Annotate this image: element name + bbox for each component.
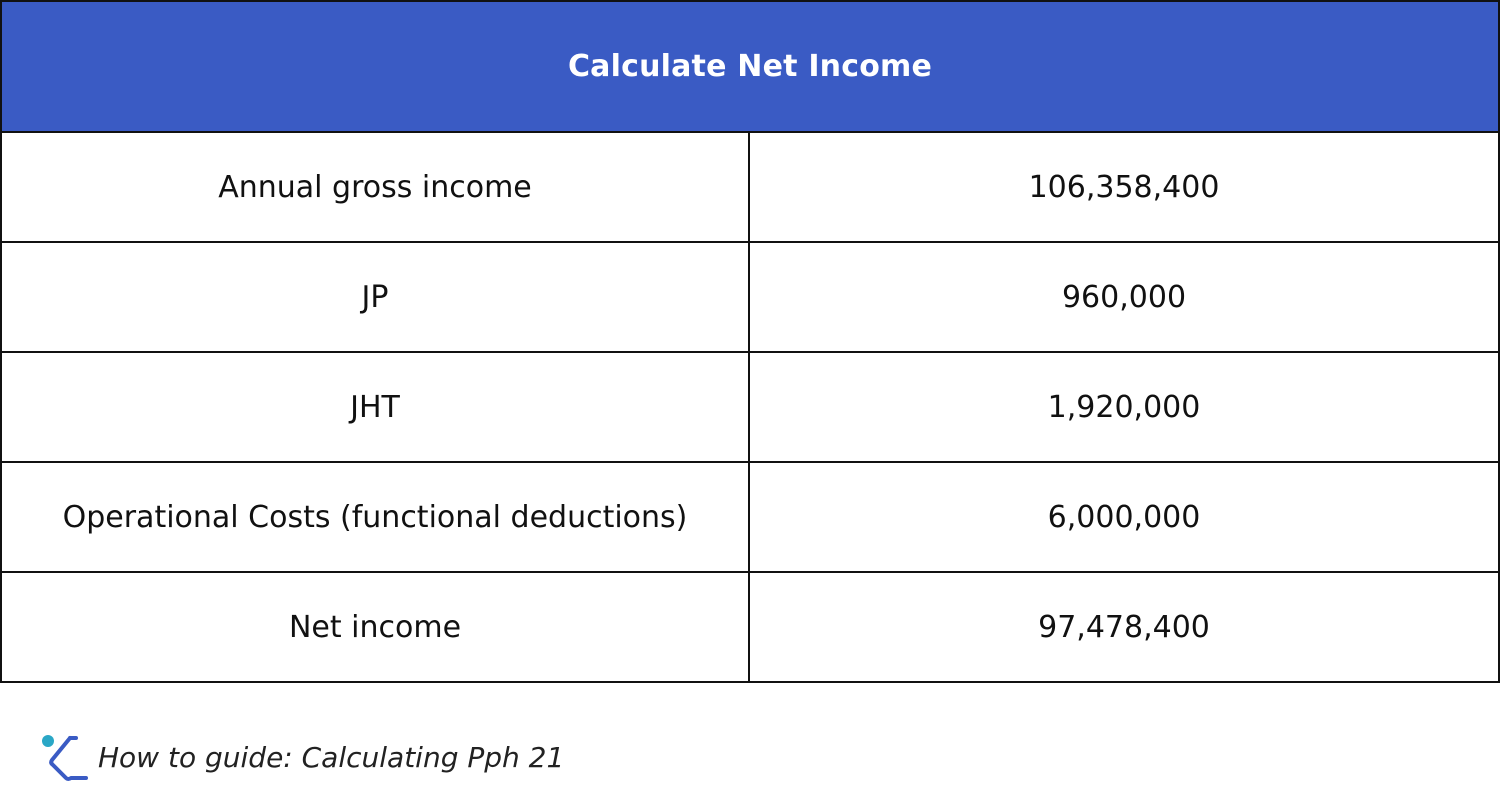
table-row	[2, 573, 1498, 681]
row-value: 97,478,400	[1038, 609, 1210, 645]
row-label: Operational Costs (functional deductions)	[2, 463, 750, 571]
table-row	[2, 133, 1498, 243]
footer	[40, 732, 564, 782]
row-value: 106,358,400	[1028, 169, 1220, 205]
row-label: JP	[2, 243, 750, 351]
table-row	[2, 243, 1498, 353]
row-value: 960,000	[1061, 279, 1187, 315]
brand-logo-icon	[40, 732, 90, 782]
table-header	[2, 2, 1498, 133]
guide-caption: How to guide: Calculating Pph 21	[98, 740, 565, 774]
row-label: JHT	[2, 353, 750, 461]
row-value: 6,000,000	[1047, 499, 1201, 535]
row-label: Net income	[2, 573, 750, 681]
table-row	[2, 353, 1498, 463]
row-label: Annual gross income	[2, 133, 750, 241]
row-value: 1,920,000	[1047, 389, 1201, 425]
table-title: Calculate Net Income	[567, 49, 933, 84]
table-row	[2, 463, 1498, 573]
